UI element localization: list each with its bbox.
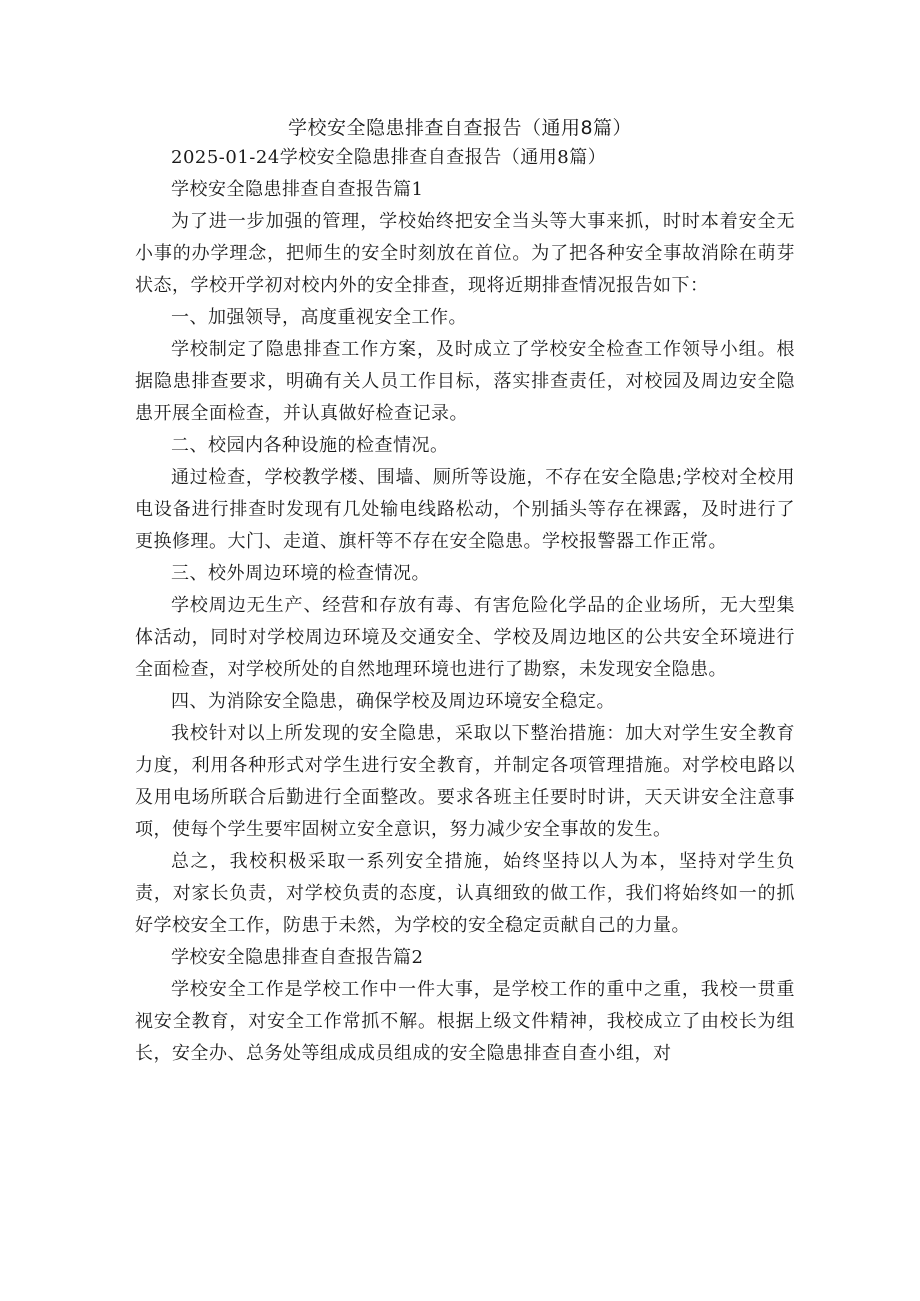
document-body bbox=[135, 142, 795, 1070]
document-title: 学校安全隐患排查自查报告（通用8篇） bbox=[287, 117, 633, 139]
paragraph: 通过检查，学校教学楼、围墙、厕所等设施，不存在安全隐患;学校对全校用电设备进行排查时发现有几处输电线路松动，个别插头等存在裸露，及时进行了更换修理。大门、走道、旗杆等不存在安全隐患。学校报警器工作正常。 bbox=[135, 467, 795, 552]
section-heading-1: 学校安全隐患排查自查报告篇1 bbox=[171, 179, 424, 200]
paragraph: 学校安全工作是学校工作中一件大事，是学校工作的重中之重，我校一贯重视安全教育，对安全工作常抓不解。根据上级文件精神，我校成立了由校长为组长，安全办、总务处等组成成员组成的安全隐患排查自查小组，对 bbox=[135, 979, 795, 1064]
paragraph: 我校针对以上所发现的安全隐患，采取以下整治措施：加大对学生安全教育力度，利用各种形式对学生进行安全教育，并制定各项管理措施。对学校电路以及用电场所联合后勤进行全面整改。要求各班主任要时时讲，天天讲安全注意事项，使每个学生要牢固树立安全意识，努力减少安全事故的发生。 bbox=[135, 723, 795, 840]
paragraph: 学校周边无生产、经营和存放有毒、有害危险化学品的企业场所，无大型集体活动，同时对学校周边环境及交通安全、学校及周边地区的公共安全环境进行全面检查，对学校所处的自然地理环境也进行了勘察，未发现安全隐患。 bbox=[135, 595, 795, 680]
paragraph: 为了进一步加强的管理，学校始终把安全当头等大事来抓，时时本着安全无小事的办学理念，把师生的安全时刻放在首位。为了把各种安全事故消除在萌芽状态，学校开学初对校内外的安全排查，现将近期排查情况报告如下： bbox=[135, 211, 795, 296]
paragraph: 总之，我校积极采取一系列安全措施，始终坚持以人为本，坚持对学生负责，对家长负责，对学校负责的态度，认真细致的做工作，我们将始终如一的抓好学校安全工作，防患于未然，为学校的安全稳定贡献自己的力量。 bbox=[135, 851, 795, 936]
section-heading-2: 学校安全隐患排查自查报告篇2 bbox=[171, 947, 424, 968]
subheading: 四、为消除安全隐患，确保学校及周边环境安全稳定。 bbox=[171, 691, 615, 712]
paragraph: 学校制定了隐患排查工作方案，及时成立了学校安全检查工作领导小组。根据隐患排查要求，明确有关人员工作目标，落实排查责任，对校园及周边安全隐患开展全面检查，并认真做好检查记录。 bbox=[135, 339, 795, 424]
subheading: 二、校园内各种设施的检查情况。 bbox=[171, 435, 449, 456]
subheading: 一、加强领导，高度重视安全工作。 bbox=[171, 307, 467, 328]
date-line: 2025-01-24学校安全隐患排查自查报告（通用8篇） bbox=[171, 147, 607, 168]
subheading: 三、校外周边环境的检查情况。 bbox=[171, 563, 430, 584]
